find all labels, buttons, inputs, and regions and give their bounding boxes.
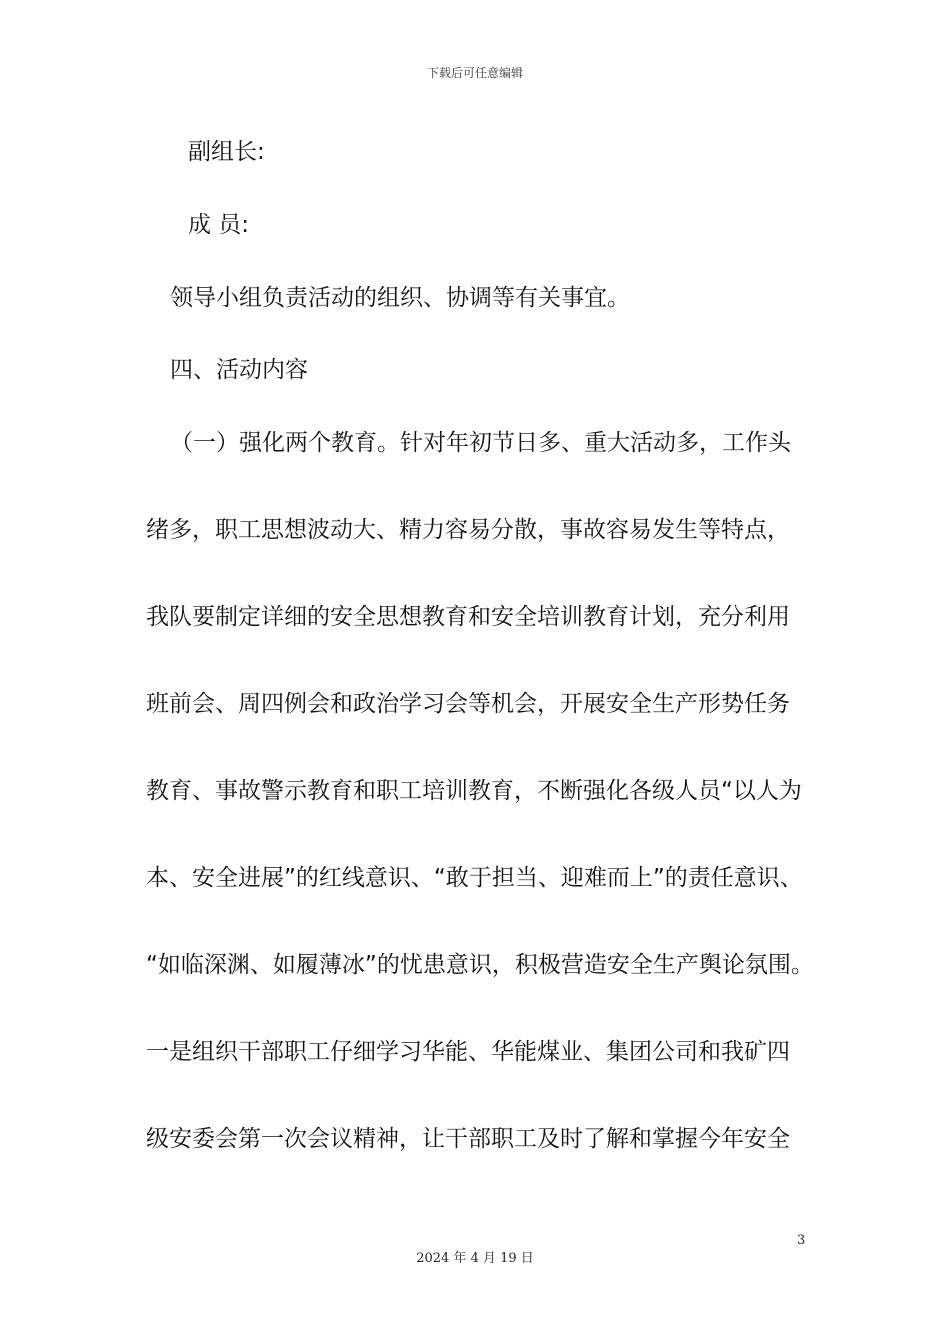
members-line: 成 员: bbox=[188, 212, 250, 238]
body-line: 本、安全进展”的红线意识、“敢于担当、迎难而上”的责任意识、 bbox=[146, 865, 803, 891]
page-header: 下载后可任意编辑 bbox=[426, 66, 523, 80]
footer-date: 2024 年 4 月 19 日 bbox=[416, 1251, 534, 1266]
body-line: “如临深渊、如履薄冰”的忧患意识，积极营造安全生产舆论氛围。 bbox=[146, 952, 814, 978]
body-line: 一是组织干部职工仔细学习华能、华能煤业、集团公司和我矿四 bbox=[146, 1039, 790, 1065]
body-line: 级安委会第一次会议精神，让干部职工及时了解和掌握今年安全 bbox=[146, 1126, 790, 1152]
body-line: （一）强化两个教育。针对年初节日多、重大活动多，工作头 bbox=[170, 430, 791, 456]
vice-leader-line: 副组长: bbox=[188, 139, 265, 165]
body-line: 绪多，职工思想波动大、精力容易分散，事故容易发生等特点， bbox=[146, 517, 790, 543]
body-line: 班前会、周四例会和政治学习会等机会，开展安全生产形势任务 bbox=[146, 691, 790, 717]
body-line: 我队要制定详细的安全思想教育和安全培训教育计划，充分利用 bbox=[146, 604, 790, 630]
section-heading-activity-content: 四、活动内容 bbox=[170, 357, 308, 383]
body-line-leadership: 领导小组负责活动的组织、协调等有关事宜。 bbox=[170, 285, 630, 311]
body-line: 教育、事故警示教育和职工培训教育，不断强化各级人员“以人为 bbox=[146, 778, 802, 804]
page-number: 3 bbox=[797, 1233, 806, 1248]
